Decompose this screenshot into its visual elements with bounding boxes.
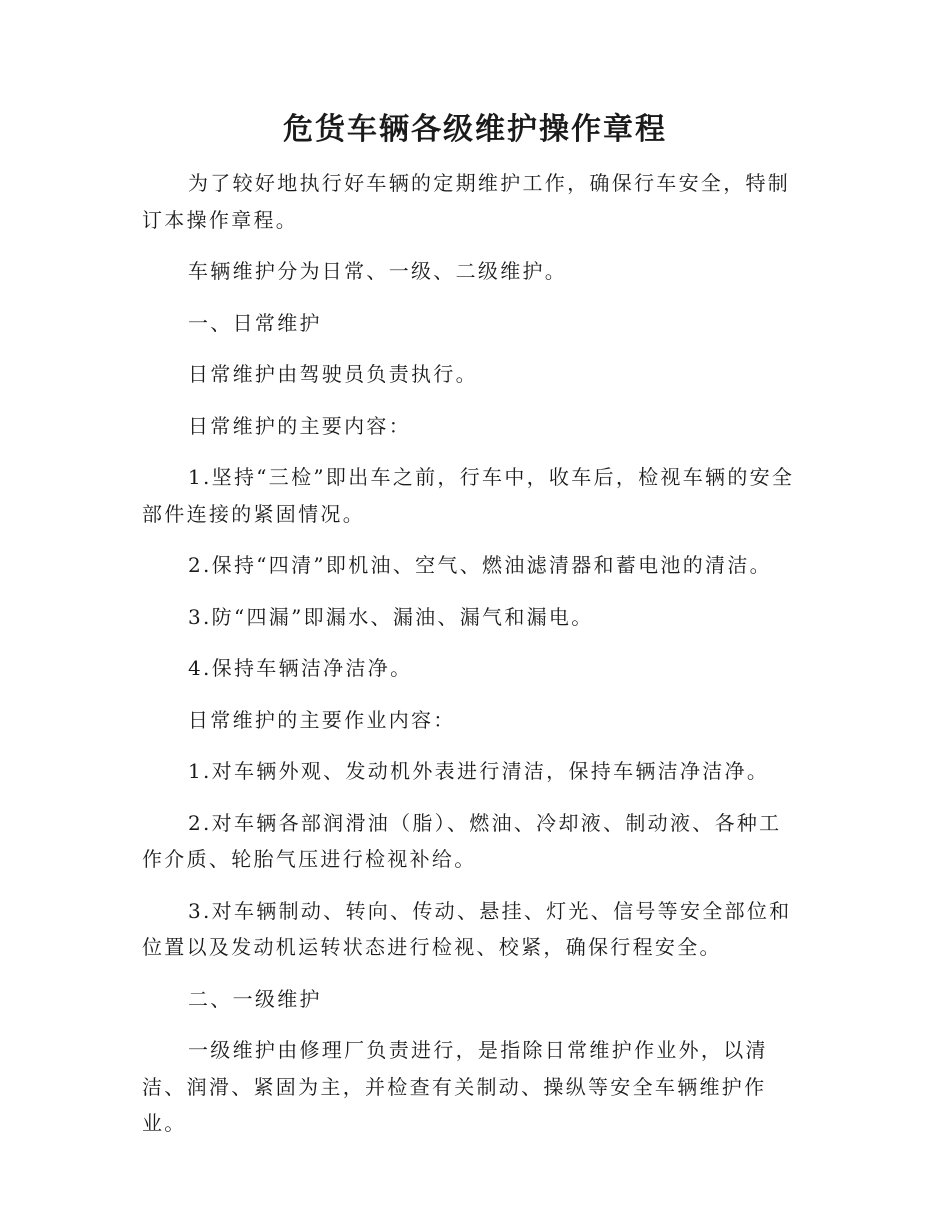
paragraph-maintenance-levels: 车辆维护分为日常、一级、二级维护。 xyxy=(188,259,568,283)
document-title: 危货车辆各级维护操作章程 xyxy=(283,112,667,147)
section-heading-daily-maintenance: 一、日常维护 xyxy=(188,310,322,335)
paragraph-daily-work-heading: 日常维护的主要作业内容： xyxy=(188,707,456,732)
list-item-four-leaks: 3.防“四漏”即漏水、漏油、漏气和漏电。 xyxy=(188,604,594,629)
list-item-keep-clean: 4.保持车辆洁净洁净。 xyxy=(188,656,413,680)
list-item-three-checks: 1.坚持“三检”即出车之前，行车中，收车后，检视车辆的安全部件连接的紧固情况。 xyxy=(142,465,795,526)
list-item-four-cleans: 2.保持“四清”即机油、空气、燃油滤清器和蓄电池的清洁。 xyxy=(188,553,772,577)
paragraph-daily-contents-heading: 日常维护的主要内容： xyxy=(188,413,411,438)
list-item-fluid-check: 2.对车辆各部润滑油（脂）、燃油、冷却液、制动液、各种工作介质、轮胎气压进行检视补给。 xyxy=(142,810,782,871)
list-item-clean-exterior: 1.对车辆外观、发动机外表进行清洁，保持车辆洁净洁净。 xyxy=(188,759,770,783)
paragraph-intro: 为了较好地执行好车辆的定期维护工作，确保行车安全，特制订本操作章程。 xyxy=(142,171,791,232)
paragraph-daily-responsibility: 日常维护由驾驶员负责执行。 xyxy=(188,362,478,386)
section-heading-first-level-maintenance: 二、一级维护 xyxy=(188,986,322,1011)
document-body xyxy=(142,165,798,1142)
paragraph-first-level-description: 一级维护由修理厂负责进行，是指除日常维护作业外，以清洁、润滑、紧固为主，并检查有关制动、操纵等安全车辆维护作业。 xyxy=(142,1038,768,1135)
list-item-safety-check: 3.对车辆制动、转向、传动、悬挂、灯光、信号等安全部位和位置以及发动机运转状态进行检视、校紧，确保行程安全。 xyxy=(142,898,792,959)
